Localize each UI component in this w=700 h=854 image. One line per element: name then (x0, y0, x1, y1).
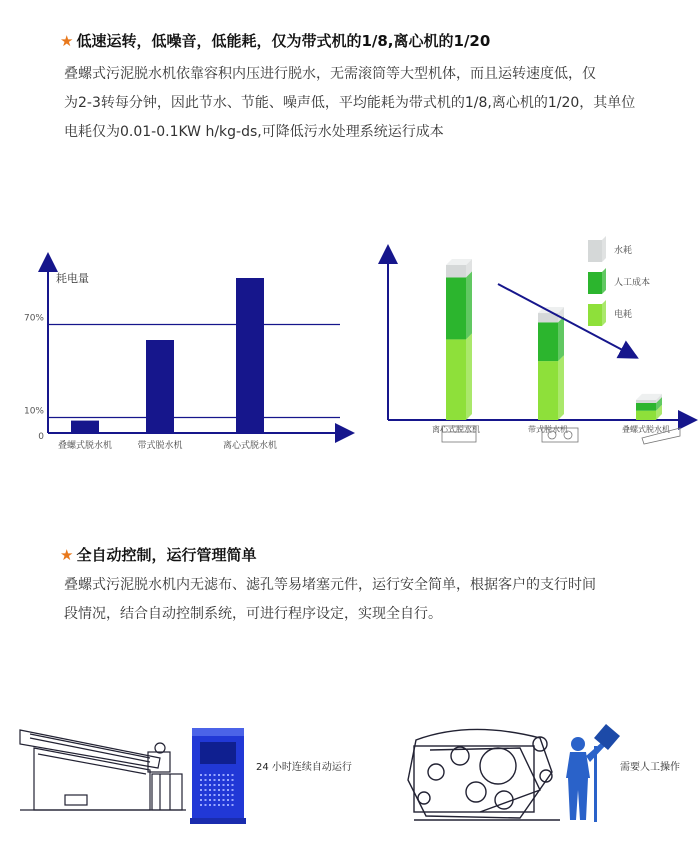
y-tick-label: 10% (23, 406, 44, 417)
bar-segment-水耗 (446, 259, 472, 277)
category-label: 离心式脱水机 (222, 441, 278, 451)
legend-item (588, 236, 632, 262)
belt-press-machine-icon (408, 729, 560, 820)
y-tick-label: 70% (23, 313, 44, 324)
bar-segment-人工成本 (538, 316, 564, 361)
section1-line-3: 电耗仅为0.01-0.1KW h/kg-ds,可降低污水处理系统运行成本 (64, 124, 444, 140)
legend-item (588, 268, 650, 294)
section2-paragraph (64, 571, 676, 629)
category-label: 离心式脱水机 (432, 425, 480, 434)
legend-label: 电耗 (614, 310, 633, 320)
star-icon: ★ (60, 32, 74, 50)
section2-heading (60, 544, 256, 565)
control-cabinet-icon (190, 728, 246, 824)
section2-title: 全自动控制，运行管理简单 (76, 546, 257, 564)
section1-paragraph (64, 60, 676, 147)
section1-title: 低速运转，低噪音，低能耗，仅为带式机的1/8,离心机的1/20 (76, 32, 491, 50)
category-label: 带式脱水机 (137, 441, 183, 451)
bar-segment-电耗 (446, 333, 472, 420)
manual-operation-caption: 需要人工操作 (620, 762, 680, 773)
category-label: 叠螺式脱水机 (57, 441, 113, 451)
bar-叠螺式脱水机 (71, 421, 99, 433)
section2-line-2: 段情况，结合自动控制系统，可进行程序设定，实现全自行。 (64, 606, 442, 622)
cost-comparison-chart (370, 232, 700, 462)
bar-离心式脱水机 (236, 278, 264, 433)
bar-segment-人工成本 (446, 271, 472, 339)
section2-line-1: 叠螺式污泥脱水机内无滤布、滤孔等易堵塞元件，运行安全简单，根据客户的支行时间 (64, 577, 596, 593)
y-tick-label: 0 (38, 432, 44, 442)
energy-consumption-chart (20, 248, 360, 488)
legend-label: 水耗 (614, 246, 633, 256)
screw-press-machine-icon (20, 730, 186, 810)
worker-silhouette-icon (566, 724, 620, 822)
category-label: 带式脱水机 (528, 425, 568, 434)
bar-带式脱水机 (146, 340, 174, 433)
y-axis-label: 耗电量 (56, 272, 89, 285)
star-icon: ★ (60, 546, 74, 564)
bar-segment-电耗 (538, 355, 564, 420)
section1-heading (60, 30, 490, 51)
section1-line-1: 叠螺式污泥脱水机依靠容积内压进行脱水，无需滚筒等大型机体，而且运转速度低，仅 (64, 66, 596, 82)
comparison-illustration (0, 720, 700, 840)
section1-line-2: 为2-3转每分钟，因此节水、节能、噪声低，平均能耗为带式机的1/8,离心机的1/20，其单位 (64, 95, 636, 111)
bar-segment-水耗 (538, 307, 564, 322)
legend-label: 人工成本 (614, 278, 651, 288)
auto-run-caption: 24 小时连续自动运行 (256, 762, 352, 773)
category-label: 叠螺式脱水机 (622, 425, 670, 434)
legend-item (588, 300, 632, 326)
